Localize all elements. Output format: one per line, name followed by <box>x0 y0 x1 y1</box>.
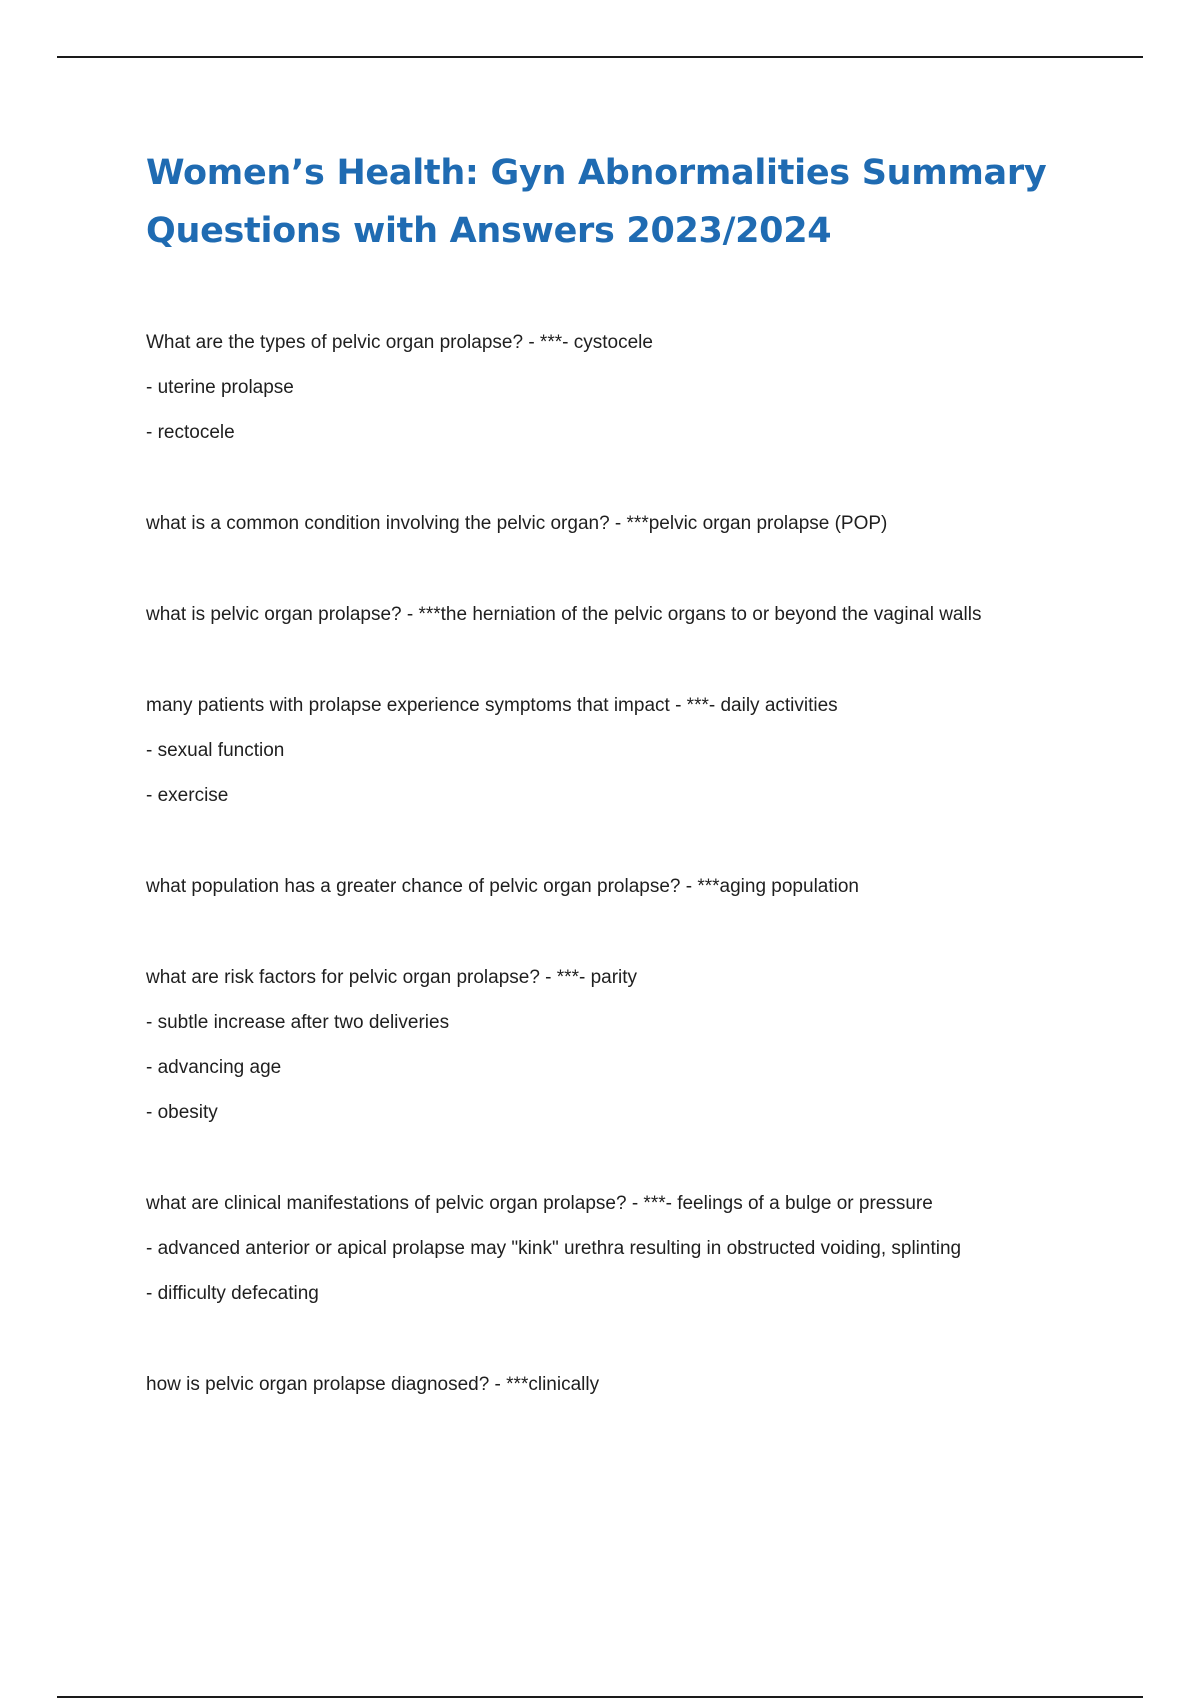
qa-item <box>146 683 1096 818</box>
qa-question: what are clinical manifestations of pelvic organ prolapse? - ***- feelings of a bulge or pressure <box>146 1193 933 1214</box>
qa-item <box>146 1362 1096 1407</box>
header-rule <box>57 56 1143 58</box>
title-line-2: Questions with Answers 2023/2024 <box>146 211 832 251</box>
qa-answer-line: - sexual function <box>146 740 285 761</box>
footer-rule <box>57 1696 1143 1698</box>
qa-question: What are the types of pelvic organ prolapse? - ***- cystocele <box>146 332 653 353</box>
qa-item <box>146 592 1096 637</box>
document-title <box>146 144 1106 260</box>
qa-answer-line: - subtle increase after two deliveries <box>146 1012 450 1033</box>
qa-answer-line: - obesity <box>146 1102 218 1123</box>
qa-question: what are risk factors for pelvic organ prolapse? - ***- parity <box>146 967 638 988</box>
qa-item <box>146 501 1096 546</box>
qa-item <box>146 864 1096 909</box>
qa-item <box>146 1181 1096 1316</box>
qa-answer-line: - rectocele <box>146 422 235 443</box>
qa-item <box>146 955 1096 1135</box>
qa-answer-line: - exercise <box>146 785 229 806</box>
qa-answer-line: - uterine prolapse <box>146 377 294 398</box>
qa-answer-line: - advanced anterior or apical prolapse may "kink" urethra resulting in obstructed voiding, splinting <box>146 1238 962 1259</box>
qa-question: what is a common condition involving the pelvic organ? - ***pelvic organ prolapse (POP) <box>146 513 888 534</box>
qa-item <box>146 320 1096 455</box>
qa-question: what is pelvic organ prolapse? - ***the herniation of the pelvic organs to or beyond the vaginal walls <box>146 604 982 625</box>
qa-answer-line: - difficulty defecating <box>146 1283 319 1304</box>
title-line-1: Women’s Health: Gyn Abnormalities Summary <box>146 153 1047 193</box>
qa-question: what population has a greater chance of pelvic organ prolapse? - ***aging population <box>146 876 859 897</box>
qa-question: many patients with prolapse experience symptoms that impact - ***- daily activities <box>146 695 838 716</box>
qa-answer-line: - advancing age <box>146 1057 282 1078</box>
qa-question: how is pelvic organ prolapse diagnosed? - ***clinically <box>146 1374 600 1395</box>
qa-list <box>146 320 1096 1407</box>
